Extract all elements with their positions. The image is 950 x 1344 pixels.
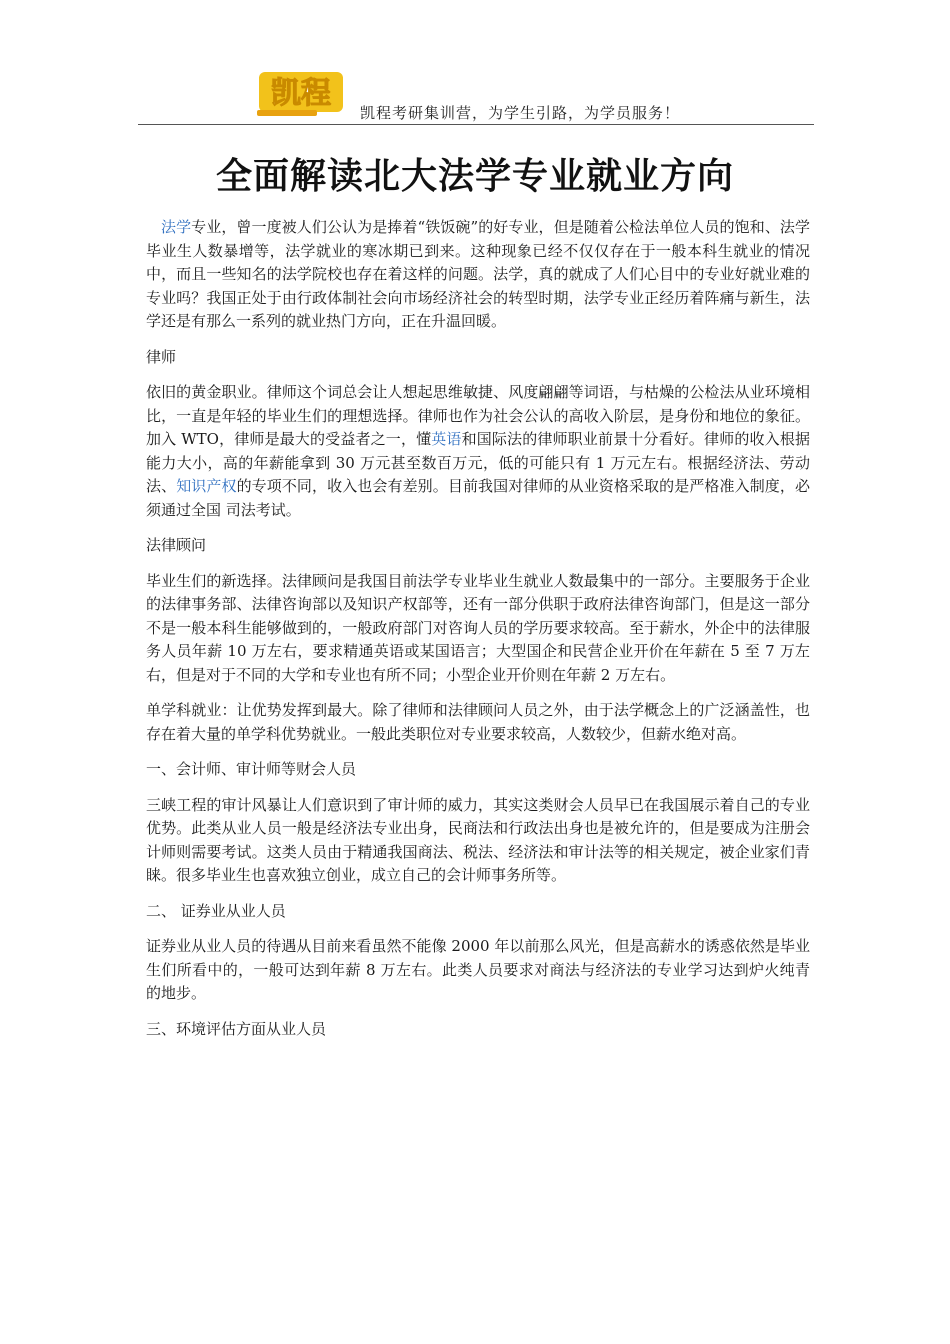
page-title: 全面解读北大法学专业就业方向 (215, 156, 734, 197)
securities-paragraph: 证券业从业人员的待遇从目前来看虽然不能像 2000 年以前那么风光，但是高薪水的诱惑依然是毕业生们所看中的，一般可达到年薪 8 万左右。此类人员要求对商法与经济法的专业学习达到炉火纯青的地步。 (146, 937, 810, 1002)
link-english[interactable]: 英语 (431, 430, 462, 448)
heading-accountant: 一、会计师、审计师等财会人员 (146, 760, 357, 778)
kaicheng-logo (255, 66, 347, 120)
intro-paragraph (146, 216, 810, 334)
page-header (138, 62, 814, 125)
logo-text: 凯程 (271, 76, 331, 111)
heading-consultant: 法律顾问 (146, 536, 207, 554)
heading-securities: 二、 证券业从业人员 (146, 901, 286, 920)
lawyer-paragraph (146, 381, 810, 522)
intro-text: 专业，曾一度被人们公认为是捧着“铁饭碗”的好专业，但是随着公检法单位人员的饱和、法学毕业生人数暴增等，法学就业的寒冰期已到来。这种现象已经不仅仅存在于一般本科生就业的情况中，而且一些知名的法学院校也存在着这样的问题。法学，真的就成了人们心目中的专业好就业难的专业吗？我国正处于由行政体制社会向市场经济社会的转型时期，法学专业正经历着阵痛与新生，法学还是有那么一系列的就业热门方向，正在升温回暖。 (146, 218, 810, 330)
consultant-paragraph: 毕业生们的新选择。法律顾问是我国目前法学专业毕业生就业人数最集中的一部分。主要服务于企业的法律事务部、法律咨询部以及知识产权部等，还有一部分供职于政府法律咨询部门，但是这一部分不是一般本科生能够做到的，一般政府部门对咨询人员的学历要求较高。至于薪水，外企中的法律服务人员年薪 10 万左右，要求精通英语或某国语言；大型国企和民营企业开价在年薪在 5 至 7 万左右，但是对于不同的大学和专业也有所不同；小型企业开价则在年薪 2 万左右。 (146, 571, 810, 684)
heading-environment: 三、环境评估方面从业人员 (146, 1019, 327, 1038)
link-ip[interactable]: 知识产权 (176, 477, 237, 495)
single-discipline-paragraph: 单学科就业：让优势发挥到最大。除了律师和法律顾问人员之外，由于法学概念上的广泛涵盖性，也存在着大量的单学科优势就业。一般此类职位对专业要求较高，人数较少，但薪水绝对高。 (146, 701, 810, 743)
lawyer-text-2: 和国际法的律师职业前景十分看好。律师的收入根据能力大小，高的年薪能拿到 30 万元甚至数百万元，低的可能只有 1 万元左右。根据经济法、劳动法、 (146, 430, 810, 495)
link-law[interactable]: 法学 (161, 218, 192, 236)
lawyer-text-1: 依旧的黄金职业。律师这个词总会让人想起思维敏捷、风度翩翩等词语，与枯燥的公检法从业环境相比，一直是年轻的毕业生们的理想选择。律师也作为社会公认的高收入阶层，是身份和地位的象征。加入 WTO，律师是最大的受益者之一，懂 (146, 383, 810, 448)
lawyer-text-3: 的专项不同，收入也会有差别。目前我国对律师的从业资格采取的是严格准入制度，必须通过全国 司法考试。 (146, 477, 810, 519)
accountant-paragraph: 三峡工程的审计风暴让人们意识到了审计师的威力，其实这类财会人员早已在我国展示着自己的专业优势。此类从业人员一般是经济法专业出身，民商法和行政法出身也是被允许的，但是要成为注册会计师则需要考试。这类人员由于精通我国商法、税法、经济法和审计法等的相关规定，被企业家们青睐。很多毕业生也喜欢独立创业，成立自己的会计师事务所等。 (146, 795, 810, 884)
header-slogan: 凯程考研集训营，为学生引路，为学员服务！ (360, 104, 681, 122)
article-body (146, 216, 810, 1053)
heading-lawyer: 律师 (146, 347, 177, 366)
